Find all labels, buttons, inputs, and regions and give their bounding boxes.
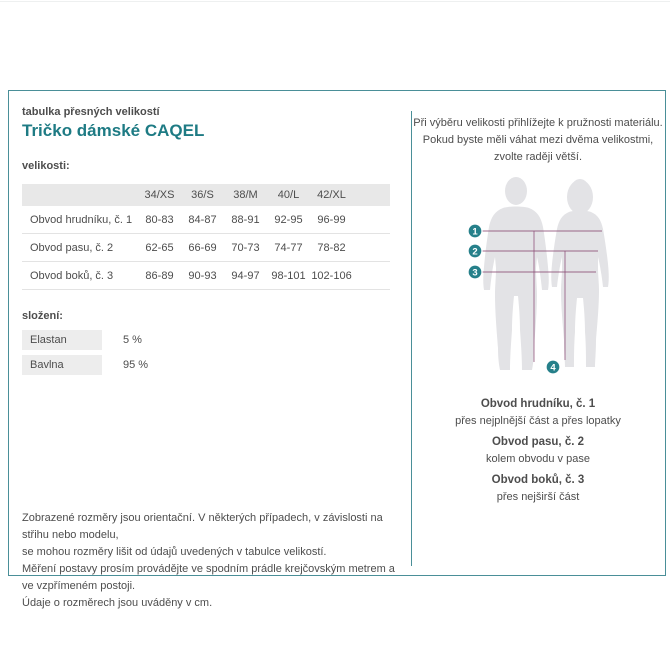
size-chart-panel (8, 90, 666, 609)
cell-value: 94-97 (231, 269, 260, 282)
guide-item-waist (412, 435, 664, 467)
material-percent: 5 % (123, 334, 142, 346)
material-name: Bavlna (22, 355, 102, 375)
row-label: Obvod pasu, č. 2 (30, 241, 114, 254)
marker-1-chest (468, 224, 482, 238)
footnote-line: Údaje o rozměrech jsou uváděny v cm. (22, 597, 213, 609)
guide-description: přes nejplnější část a přes lopatky (455, 415, 621, 427)
table-row-waist (22, 234, 390, 262)
sizes-section-label: velikosti: (22, 160, 70, 172)
composition-section-label: složení: (22, 310, 63, 322)
size-column-header: 42/XL (317, 189, 346, 201)
composition-row (22, 330, 148, 350)
size-column-header: 34/XS (144, 189, 175, 201)
table-row-hips (22, 262, 390, 290)
cell-value: 88-91 (231, 213, 260, 226)
size-advice-text (412, 115, 664, 166)
cell-value: 90-93 (188, 269, 217, 282)
cell-value: 70-73 (231, 241, 260, 254)
guide-title: Obvod boků, č. 3 (491, 474, 585, 486)
guide-item-hips (412, 473, 664, 505)
cell-value: 80-83 (145, 213, 174, 226)
marker-number: 1 (472, 226, 478, 238)
footnote-line: Měření postavy prosím provádějte ve spodním prádle krejčovským metrem a ve vzpřímeném postoji. (22, 563, 395, 592)
marker-number: 4 (550, 362, 556, 374)
cell-value: 86-89 (145, 269, 174, 282)
male-silhouette (483, 177, 549, 370)
material-name: Elastan (22, 330, 102, 350)
guide-description: kolem obvodu v pase (486, 453, 590, 465)
size-table (22, 184, 390, 290)
marker-3-hips (468, 265, 482, 279)
row-label: Obvod hrudníku, č. 1 (30, 213, 133, 226)
measurement-footnote (22, 510, 402, 612)
cell-value: 92-95 (274, 213, 303, 226)
table-row-chest (22, 206, 390, 234)
size-column-header: 40/L (277, 189, 300, 201)
eyebrow-label: tabulka přesných velikostí (22, 106, 160, 118)
guide-description: přes nejširší část (496, 491, 580, 503)
cell-value: 96-99 (317, 213, 346, 226)
footnote-line: se mohou rozměry lišit od údajů uvedených v tabulce velikostí. (22, 546, 327, 558)
cell-value: 78-82 (317, 241, 346, 254)
advice-line: Při výběru velikosti přihlížejte k pružnosti materiálu. (413, 117, 663, 129)
page-title: Tričko dámské CAQEL (22, 121, 205, 140)
size-column-header: 38/M (233, 189, 258, 201)
size-column-header: 36/S (191, 189, 214, 201)
size-table-header-row (22, 184, 390, 206)
row-label: Obvod boků, č. 3 (30, 269, 114, 282)
cell-value: 66-69 (188, 241, 217, 254)
guide-title: Obvod pasu, č. 2 (491, 436, 585, 448)
marker-number: 2 (472, 246, 478, 258)
advice-line: Pokud byste měli váhat mezi dvěma velikostmi, (422, 134, 654, 146)
advice-line: zvolte raději větší. (493, 151, 583, 163)
page-top-divider (0, 1, 670, 2)
marker-4-height (546, 360, 560, 374)
body-measurement-diagram (450, 166, 650, 381)
cell-value: 84-87 (188, 213, 217, 226)
guide-item-chest (412, 397, 664, 429)
cell-value: 62-65 (145, 241, 174, 254)
female-silhouette (551, 179, 609, 367)
material-percent: 95 % (123, 359, 149, 371)
cell-value: 74-77 (274, 241, 303, 254)
marker-2-waist (468, 244, 482, 258)
cell-value: 102-106 (311, 269, 352, 282)
footnote-line: Zobrazené rozměry jsou orientační. V některých případech, v závislosti na střihu nebo modelu, (22, 512, 383, 541)
marker-number: 3 (472, 267, 478, 279)
composition-row (22, 355, 148, 375)
composition-list (22, 330, 148, 380)
cell-value: 98-101 (271, 269, 306, 282)
measurement-guide (412, 397, 664, 511)
guide-title: Obvod hrudníku, č. 1 (480, 398, 596, 410)
